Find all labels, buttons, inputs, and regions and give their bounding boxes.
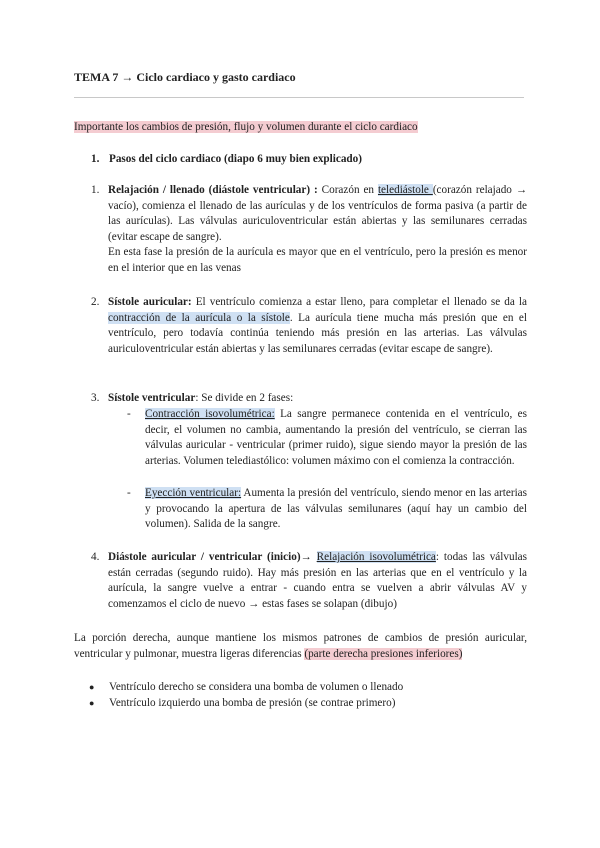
bullet-text: Ventrículo derecho se considera una bomba de volumen o llenado (109, 681, 404, 693)
list-item-number: 4. (91, 551, 100, 563)
highlight-telediastole: telediástole (377, 184, 433, 196)
sub-item-dash: - (127, 408, 131, 420)
sub-item-dash: - (127, 487, 131, 499)
bullet-item (89, 696, 395, 712)
bullet-dot: ● (89, 682, 95, 692)
highlight-contraccion: contracción de la aurícula o la sístole (108, 311, 290, 324)
list-item-term: Sístole auricular: (108, 296, 192, 308)
list-item-text (312, 551, 317, 563)
list-item-text: (corazón relajado → vacío), comienza el llenado de las aurículas y de los ventrículos de forma pasiva (a partir de las aurículas). Las válvulas auriculoventricular están abiertas y las semilunares cerradas (evitar escape de sangre). (108, 184, 528, 243)
section-heading-text: Pasos del ciclo cardiaco (diapo 6 muy bien explicado) (109, 153, 362, 165)
sub-item-text: Aumenta la presión del ventrículo, siendo menor en las arterias y provocando la apertura de las válvulas semilunares (aquí hay un cambio del volumen). Salida de la sangre. (145, 487, 527, 530)
bullet-text: Ventrículo izquierdo una bomba de presión (se contrae primero) (109, 697, 396, 709)
list-item (91, 550, 527, 612)
highlight-eyeccion-ventricular: Eyección ventricular: (145, 487, 242, 499)
list-item-term: Diástole auricular / ventricular (inicio)→ (108, 551, 312, 563)
list-item-text: : Se divide en 2 fases: (195, 392, 294, 404)
list-item-text: . La aurícula tiene mucha más presión que en el ventrículo, pero todavía continúa teniendo más presión en las arterias. Las válvulas auriculoventricular están abiertas y las semilunares cerradas (evitar escape de sangre). (108, 311, 527, 355)
section-heading (91, 152, 362, 168)
list-item-number: 2. (91, 296, 100, 308)
list-item (91, 391, 527, 407)
intro-highlight: Importante los cambios de presión, flujo y volumen durante el ciclo cardiaco (74, 121, 418, 133)
list-item-text: : todas las válvulas están cerradas (segundo ruido). Hay más presión en las arterias que en el ventrículo y la aurícula, la sangre vuelve a entrar - cuando entra se vuelven a abrir válvulas AV y comenzamos el ciclo de nuevo → estas fases se solapan (dibujo) (108, 551, 527, 610)
page-title: TEMA 7 → Ciclo cardiaco y gasto cardiaco (74, 70, 296, 84)
list-item-number: 1. (91, 184, 100, 196)
bullet-dot: ● (89, 698, 95, 708)
highlight-relajacion-isovolumetrica: Relajación isovolumétrica (316, 551, 436, 563)
paragraph-highlight: (parte derecha presiones inferiores) (304, 647, 463, 660)
paragraph-text: La porción derecha, aunque mantiene los mismos patrones de cambios de presión auricular, ventricular y pulmonar, muestra ligeras diferencias (74, 632, 527, 660)
section-heading-number: 1. (91, 153, 100, 165)
bullet-item (89, 680, 403, 696)
list-item-text: En esta fase la presión de la aurícula es mayor que en el ventrículo, pero la presión es menor en el interior que en las venas (108, 246, 527, 274)
sub-item-text: La sangre permanece contenida en el ventrículo, es decir, el volumen no cambia, aumentando la presión del ventrículo, se cierran las válvulas auricular - ventricular (primer ruido), sigue siendo mayor la presión de las arterias. Volumen telediastólico: volumen máximo con el comienza la contracción. (145, 408, 527, 467)
list-item-text: El ventrículo comienza a estar lleno, para completar el llenado se da la (191, 296, 527, 308)
list-item-number: 3. (91, 392, 100, 404)
list-item (91, 183, 527, 276)
list-item-term: Sístole ventricular (108, 392, 196, 404)
list-item (91, 295, 527, 357)
paragraph (74, 631, 527, 662)
highlight-contraccion-isovolumetrica: Contracción isovolumétrica: (145, 408, 275, 420)
list-item-text: Corazón en (317, 184, 378, 196)
intro-line (74, 120, 418, 136)
title-divider (74, 97, 524, 98)
sub-item (127, 407, 527, 469)
sub-item (127, 486, 527, 533)
list-item-term: Relajación / llenado (diástole ventricular) : (108, 184, 318, 196)
